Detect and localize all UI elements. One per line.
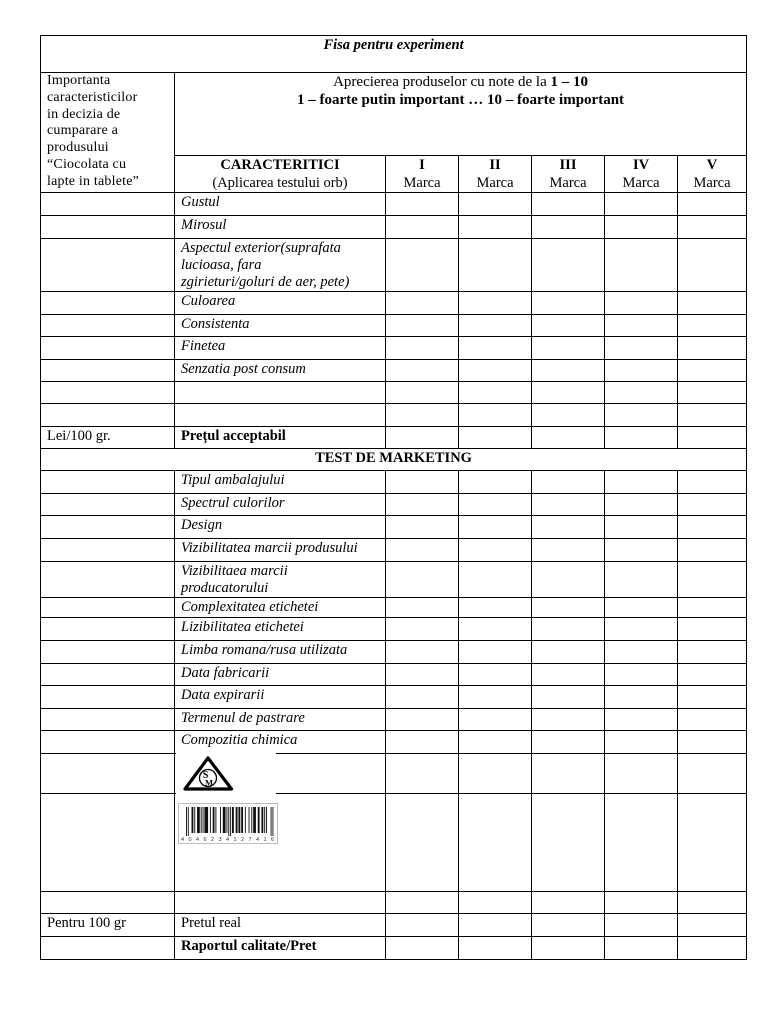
brand-header-5: [678, 156, 747, 193]
rating-cell-marca-3: [532, 471, 605, 494]
importance-cell: [41, 686, 175, 709]
rating-cell-marca-2: [459, 937, 532, 960]
brand-label: Marca: [622, 174, 660, 191]
acceptable-price-row: [41, 427, 747, 449]
rating-cell-marca-5: [678, 914, 747, 937]
rating-cell-marca-4: [605, 598, 678, 618]
rating-cell-marca-4: [605, 731, 678, 754]
rating-cell-marca-2: [459, 892, 532, 914]
rating-cell-marca-3: [532, 794, 605, 892]
marketing-section-row: [41, 449, 747, 471]
marketing-characteristic-label: Compozitia chimica: [175, 731, 386, 754]
rating-cell-marca-1: [386, 914, 459, 937]
marketing-characteristic-label: Vizibilitaea marcii producatorului: [175, 562, 386, 598]
rating-cell-marca-2: [459, 337, 532, 360]
rating-cell-marca-4: [605, 562, 678, 598]
importance-cell: [41, 892, 175, 914]
conformity-mark-letter-m: M: [204, 777, 214, 788]
rating-cell-marca-5: [678, 216, 747, 239]
rating-cell-marca-1: [386, 471, 459, 494]
rating-cell-marca-1: [386, 641, 459, 664]
importance-cell: [41, 360, 175, 382]
rating-cell-marca-3: [532, 337, 605, 360]
importance-cell: [41, 731, 175, 754]
rating-cell-marca-5: [678, 292, 747, 315]
rating-cell-marca-2: [459, 562, 532, 598]
rating-cell-marca-3: [532, 494, 605, 516]
rating-cell-marca-2: [459, 598, 532, 618]
title-row: [41, 36, 747, 73]
rating-cell-marca-2: [459, 193, 532, 216]
rating-cell-marca-4: [605, 754, 678, 794]
rating-cell-marca-1: [386, 494, 459, 516]
importance-cell: [41, 598, 175, 618]
acceptable-price-unit: Lei/100 gr.: [41, 427, 175, 449]
rating-cell-marca-2: [459, 427, 532, 449]
rating-cell-marca-3: [532, 539, 605, 562]
brand-numeral: V: [706, 157, 718, 173]
rating-cell-marca-1: [386, 337, 459, 360]
rating-cell-marca-1: [386, 709, 459, 731]
rating-cell-marca-2: [459, 404, 532, 427]
rating-cell-marca-5: [678, 709, 747, 731]
rating-cell-marca-1: [386, 193, 459, 216]
rating-cell-marca-4: [605, 794, 678, 892]
rating-cell-marca-5: [678, 427, 747, 449]
rating-cell-marca-2: [459, 239, 532, 292]
marketing-characteristic-label: Tipul ambalajului: [175, 471, 386, 494]
real-price-row: [41, 914, 747, 937]
rating-cell-marca-2: [459, 709, 532, 731]
rating-cell-marca-5: [678, 892, 747, 914]
rating-cell-marca-4: [605, 427, 678, 449]
importance-cell: [41, 292, 175, 315]
rating-cell-marca-5: [678, 794, 747, 892]
marketing-characteristic-label: Lizibilitatea etichetei: [175, 618, 386, 641]
rating-cell-marca-4: [605, 618, 678, 641]
table-row: [41, 664, 747, 686]
table-row: [41, 315, 747, 337]
table-row: [41, 216, 747, 239]
rating-cell-marca-5: [678, 937, 747, 960]
table-row: [41, 239, 747, 292]
rating-cell-marca-5: [678, 686, 747, 709]
rating-cell-marca-4: [605, 404, 678, 427]
importance-cell: [41, 618, 175, 641]
importance-cell: [41, 193, 175, 216]
table-row: [41, 641, 747, 664]
table-row: [41, 337, 747, 360]
rating-cell-marca-2: [459, 539, 532, 562]
rating-cell-marca-5: [678, 754, 747, 794]
rating-cell-marca-4: [605, 709, 678, 731]
rating-cell-marca-1: [386, 598, 459, 618]
rating-cell-marca-2: [459, 516, 532, 539]
rating-cell-marca-2: [459, 664, 532, 686]
rating-cell-marca-3: [532, 516, 605, 539]
rating-cell-marca-2: [459, 641, 532, 664]
rating-cell-marca-2: [459, 216, 532, 239]
rating-cell-marca-1: [386, 216, 459, 239]
rating-cell-marca-3: [532, 754, 605, 794]
rating-cell-marca-3: [532, 641, 605, 664]
rating-cell-marca-5: [678, 315, 747, 337]
rating-cell-marca-3: [532, 427, 605, 449]
importance-cell: [41, 382, 175, 404]
importance-cell: [41, 641, 175, 664]
characteristics-header-cell: [175, 156, 386, 193]
rating-cell-marca-4: [605, 337, 678, 360]
rating-cell-marca-5: [678, 664, 747, 686]
real-price-unit: Pentru 100 gr: [41, 914, 175, 937]
rating-cell-marca-1: [386, 794, 459, 892]
rating-cell-marca-2: [459, 315, 532, 337]
characteristics-title: CARACTERITICI: [220, 157, 340, 173]
empty-row: [41, 382, 747, 404]
brand-label: Marca: [693, 174, 731, 191]
importance-cell: [41, 516, 175, 539]
importance-cell: [41, 216, 175, 239]
rating-cell-marca-3: [532, 382, 605, 404]
rating-cell-marca-1: [386, 239, 459, 292]
rating-cell-marca-4: [605, 516, 678, 539]
table-row: [41, 516, 747, 539]
rating-cell-marca-5: [678, 337, 747, 360]
brand-numeral: I: [419, 157, 425, 173]
rating-cell-marca-3: [532, 709, 605, 731]
rating-cell-marca-2: [459, 382, 532, 404]
rating-cell-marca-4: [605, 641, 678, 664]
conformity-mark-row: [41, 754, 747, 794]
brand-label: Marca: [549, 174, 587, 191]
rating-cell-marca-2: [459, 731, 532, 754]
rating-cell-marca-4: [605, 892, 678, 914]
rating-cell-marca-1: [386, 686, 459, 709]
rating-cell-marca-2: [459, 914, 532, 937]
empty-row: [41, 404, 747, 427]
rating-range: 1 – 10: [550, 74, 588, 90]
rating-cell-marca-5: [678, 641, 747, 664]
rating-cell-marca-4: [605, 539, 678, 562]
rating-cell-marca-3: [532, 360, 605, 382]
table-row: [41, 193, 747, 216]
table-row: [41, 494, 747, 516]
importance-cell: [41, 709, 175, 731]
rating-cell-marca-5: [678, 239, 747, 292]
rating-cell-marca-2: [459, 686, 532, 709]
marketing-characteristic-label: Limba romana/rusa utilizata: [175, 641, 386, 664]
rating-cell-marca-1: [386, 516, 459, 539]
rating-cell-marca-1: [386, 618, 459, 641]
table-row: [41, 539, 747, 562]
rating-cell-marca-5: [678, 494, 747, 516]
rating-cell-marca-4: [605, 937, 678, 960]
sheet-title: Fisa pentru experiment: [323, 37, 464, 53]
rating-cell-marca-5: [678, 471, 747, 494]
table-row: [41, 686, 747, 709]
rating-cell-marca-3: [532, 315, 605, 337]
importance-cell: [41, 337, 175, 360]
importance-cell: [41, 539, 175, 562]
table-row: [41, 562, 747, 598]
brand-header-2: [459, 156, 532, 193]
marketing-characteristic-label: Design: [175, 516, 386, 539]
rating-cell-marca-1: [386, 360, 459, 382]
rating-cell-marca-3: [532, 937, 605, 960]
rating-cell-marca-2: [459, 754, 532, 794]
importance-cell: [41, 471, 175, 494]
characteristic-label: [175, 382, 386, 404]
rating-cell-marca-3: [532, 193, 605, 216]
rating-cell-marca-4: [605, 382, 678, 404]
rating-scale: 1 – foarte putin important … 10 – foarte important: [297, 91, 625, 108]
rating-cell-marca-4: [605, 315, 678, 337]
rating-cell-marca-1: [386, 754, 459, 794]
importance-cell: [41, 562, 175, 598]
rating-cell-marca-2: [459, 292, 532, 315]
rating-cell-marca-3: [532, 731, 605, 754]
rating-cell-marca-1: [386, 731, 459, 754]
marketing-characteristic-label: Data fabricarii: [175, 664, 386, 686]
table-row: [41, 471, 747, 494]
rating-intro-line: [181, 74, 740, 92]
barcode-icon: [179, 804, 277, 843]
table-row: [41, 709, 747, 731]
title-cell: [41, 36, 747, 73]
rating-cell-marca-4: [605, 686, 678, 709]
rating-cell-marca-5: [678, 539, 747, 562]
rating-cell-marca-1: [386, 892, 459, 914]
barcode-bars: [186, 807, 273, 836]
conformity-triangle-icon: [176, 753, 276, 801]
rating-cell-marca-3: [532, 892, 605, 914]
rating-cell-marca-3: [532, 664, 605, 686]
marketing-characteristic-label: Termenul de pastrare: [175, 709, 386, 731]
marketing-characteristic-label: Complexitatea etichetei: [175, 598, 386, 618]
importance-cell: [41, 315, 175, 337]
rating-cell-marca-4: [605, 360, 678, 382]
rating-cell-marca-4: [605, 914, 678, 937]
marketing-characteristic-label: Spectrul culorilor: [175, 494, 386, 516]
rating-cell-marca-2: [459, 360, 532, 382]
rating-cell-marca-5: [678, 382, 747, 404]
acceptable-price-label: Prețul acceptabil: [175, 427, 386, 449]
brand-label: Marca: [403, 174, 441, 191]
rating-cell-marca-1: [386, 315, 459, 337]
header-row: [41, 73, 747, 156]
characteristics-note: (Aplicarea testului orb): [212, 174, 348, 191]
table-row: [41, 360, 747, 382]
importance-cell: [41, 937, 175, 960]
importance-cell: [41, 794, 175, 892]
brand-label: Marca: [476, 174, 514, 191]
importance-label: Importanta caracteristicilor in decizia de cumparare a produsului “Ciocolata cu lapte in tablete”: [47, 73, 140, 189]
barcode-row: [41, 794, 747, 892]
rating-cell-marca-3: [532, 914, 605, 937]
brand-header-4: [605, 156, 678, 193]
conformity-mark-image: [176, 753, 276, 801]
rating-cell-marca-3: [532, 216, 605, 239]
conformity-mark-letter-s: S: [202, 770, 209, 781]
quality-price-label: Raportul calitate/Pret: [175, 937, 386, 960]
importance-cell: [41, 494, 175, 516]
rating-cell-marca-4: [605, 494, 678, 516]
characteristic-label: Senzatia post consum: [175, 360, 386, 382]
characteristic-label: [175, 404, 386, 427]
brand-header-3: [532, 156, 605, 193]
characteristic-label: Consistenta: [175, 315, 386, 337]
rating-cell-marca-1: [386, 382, 459, 404]
table-row: [41, 292, 747, 315]
importance-header-cell: [41, 73, 175, 193]
rating-cell-marca-5: [678, 404, 747, 427]
real-price-label: Pretul real: [175, 914, 386, 937]
rating-cell-marca-1: [386, 539, 459, 562]
rating-cell-marca-3: [532, 618, 605, 641]
experiment-sheet-table: [40, 35, 747, 960]
rating-cell-marca-5: [678, 731, 747, 754]
brand-numeral: III: [559, 157, 577, 173]
rating-cell-marca-2: [459, 471, 532, 494]
rating-cell-marca-5: [678, 598, 747, 618]
marketing-section-title: TEST DE MARKETING: [41, 449, 747, 471]
rating-cell-marca-3: [532, 404, 605, 427]
rating-cell-marca-1: [386, 562, 459, 598]
rating-cell-marca-5: [678, 562, 747, 598]
brand-numeral: IV: [632, 157, 650, 173]
rating-cell-marca-2: [459, 494, 532, 516]
marketing-characteristic-label: Vizibilitatea marcii produsului: [175, 539, 386, 562]
barcode-image: [178, 803, 278, 844]
characteristic-label: Gustul: [175, 193, 386, 216]
rating-cell-marca-4: [605, 471, 678, 494]
rating-cell-marca-4: [605, 216, 678, 239]
rating-instructions-cell: [175, 73, 747, 156]
rating-cell-marca-4: [605, 664, 678, 686]
rating-cell-marca-4: [605, 193, 678, 216]
rating-cell-marca-3: [532, 292, 605, 315]
characteristic-label: Culoarea: [175, 292, 386, 315]
barcode-digits: 4046234127416: [181, 837, 274, 843]
brand-header-1: [386, 156, 459, 193]
importance-cell: [41, 404, 175, 427]
rating-cell-marca-5: [678, 193, 747, 216]
empty-row: [41, 892, 747, 914]
rating-cell-marca-1: [386, 427, 459, 449]
rating-cell-marca-1: [386, 292, 459, 315]
rating-cell-marca-1: [386, 404, 459, 427]
rating-cell-marca-1: [386, 664, 459, 686]
rating-intro: Aprecierea produselor cu note de la: [333, 74, 547, 90]
quality-price-row: [41, 937, 747, 960]
characteristic-label: Finetea: [175, 337, 386, 360]
rating-cell-marca-1: [386, 937, 459, 960]
characteristic-label: [175, 892, 386, 914]
characteristic-label: Aspectul exterior(suprafata lucioasa, fara zgirieturi/goluri de aer, pete): [175, 239, 386, 292]
rating-cell-marca-3: [532, 598, 605, 618]
table-row: [41, 618, 747, 641]
brand-numeral: II: [489, 157, 501, 173]
importance-cell: [41, 754, 175, 794]
rating-cell-marca-3: [532, 239, 605, 292]
table-row: [41, 731, 747, 754]
rating-cell-marca-5: [678, 516, 747, 539]
characteristic-label: Mirosul: [175, 216, 386, 239]
table-row: [41, 598, 747, 618]
marketing-characteristic-label: Data expirarii: [175, 686, 386, 709]
rating-cell-marca-2: [459, 794, 532, 892]
rating-cell-marca-2: [459, 618, 532, 641]
importance-cell: [41, 664, 175, 686]
rating-cell-marca-5: [678, 360, 747, 382]
rating-cell-marca-5: [678, 618, 747, 641]
rating-cell-marca-3: [532, 562, 605, 598]
importance-cell: [41, 239, 175, 292]
rating-cell-marca-4: [605, 292, 678, 315]
rating-cell-marca-4: [605, 239, 678, 292]
rating-cell-marca-3: [532, 686, 605, 709]
